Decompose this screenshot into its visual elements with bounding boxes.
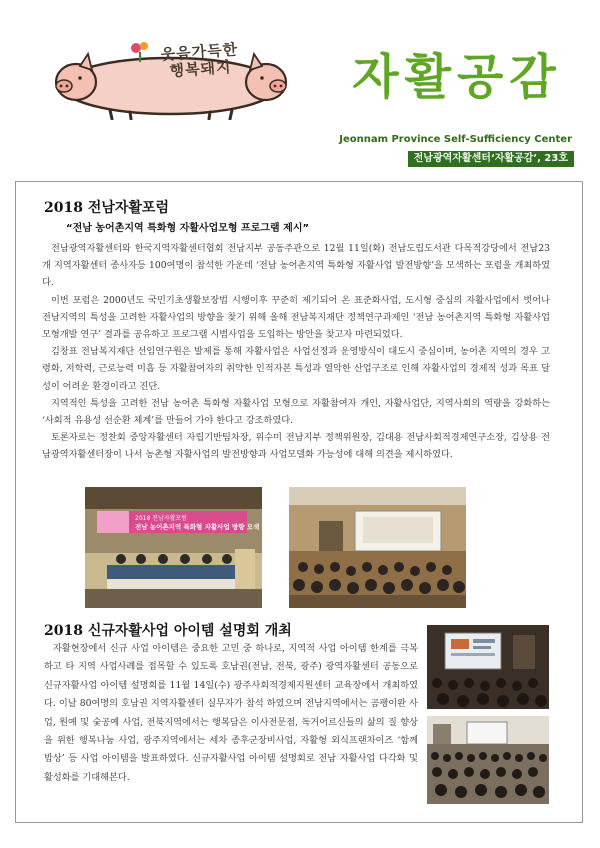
section1-title: 2018 전남자활포럼 <box>44 200 169 216</box>
section1-paragraph: 전남광역자활센터와 한국지역자활센터협회 전남지부 공동주관으로 12월 11일(화) 전남도립도서관 다목적강당에서 전남23개 지역자활센터 종사자등 100여명이 참석한 가운데 ‘전남 농어촌지역 특화형 자활사업 발전방향’을 모색하는 포럼을 개최하였다. <box>42 243 550 289</box>
section1-body <box>42 240 550 464</box>
section1-paragraph: 김창표 전남복지재단 선임연구원은 발제를 통해 자활사업은 사업선정과 운영방식이 대도시 중심이며, 농어촌 지역의 경우 고령화, 저학력, 근로능력 미흡 등 자활참여자의 취약한 인적자본 특성과 열악한 산업구조로 인해 자활사업의 경제적 성과 목표 달성이 어려운 환경이라고 진단. <box>42 346 550 392</box>
section1-subtitle: “전남 농어촌지역 특화형 자활사업모형 프로그램 제시” <box>66 223 310 234</box>
section1-paragraph: 지역적인 특성을 고려한 전남 농어촌 특화형 자활사업 모형으로 자활참여자 개인, 자활사업단, 지역사회의 역량을 강화하는 ‘사회적 유용성 선순환 체계’를 만들어 가야 한다고 강조하였다. <box>42 397 550 427</box>
section2-paragraph: 자활현장에서 신규 사업 아이템은 중요한 고민 중 하나로, 지역적 사업 아이템 한계를 극복하고 타 지역 사업사례를 접목할 수 있도록 호남권(전남, 전북, 광주) 광역자활센터 공동으로 신규자활사업 아이템 설명회를 11월 14일(수) 광주사회적경제지원센터 교육장에서 개최하였다. 이날 80여명의 호남권 지역자활센터 실무자가 참석 하였으며 전남지역에서는 곰팽이완 사업, 원예 및 숯공예 사업, 전북지역에서는 행복담은 이사전문점, 독거어르신들의 삶의 질 향상을 위한 행복나눔 사업, 광주지역에서는 세차 종후군장비사업, 자활형 외식프랜차이즈 ‘함께 밥상’ 등 사업 아이템을 발표하였다. 신규자활사업 아이템 설명회로 전남 자활사업 다각화 및 활성화를 기대해본다. <box>44 643 418 783</box>
forum-panel-photo <box>85 487 262 608</box>
section2-body <box>44 640 418 787</box>
briefing-audience-photo <box>427 716 549 804</box>
section1-paragraph: 토론자로는 정찬회 중앙자활센터 자립기반팀차장, 위수미 전남지부 정책위원장, 김대용 전남사회적경제연구소장, 김상용 전남광역자활센터장이 나서 농촌형 자활사업의 발전방향과 사업모델화 가능성에 대해 의견을 제시하였다. <box>42 432 550 461</box>
newsletter-title: 자활공감 <box>352 49 562 105</box>
mascot-slogan-line2: 행복돼지 <box>169 57 233 81</box>
banner-line1: 2018 전남자활포럼 <box>135 515 187 522</box>
section2-title: 2018 신규자활사업 아이템 설명회 개최 <box>44 623 292 639</box>
briefing-presentation-photo <box>427 625 549 709</box>
issue-label: 전남광역자활센터‘자활공감’, 23호 <box>408 151 574 167</box>
forum-audience-photo <box>289 487 466 608</box>
section1-paragraph: 이번 포럼은 2000년도 국민기초생활보장법 시행이후 꾸준히 제기되어 온 표준화사업, 도시형 중심의 자활사업에서 벗어나 전남지역의 특성을 고려한 자활사업의 방향을 찾기 위해 올해 전남복지재단 정책연구과제인 ‘전남 농어촌지역 특화형 자활사업 모형개발 연구’ 결과를 공유하고 프로그램 시범사업을 도입하는 방안을 찾고자 마련되었다. <box>42 294 550 341</box>
center-name-english: Jeonnam Province Self-Sufficiency Center <box>339 134 572 145</box>
header <box>0 0 600 180</box>
mascot-slogan-line1: 웃음가득한 <box>160 40 239 64</box>
banner-line2: 전남 농어촌지역 특화형 자활사업 방향 모색 <box>135 523 260 531</box>
